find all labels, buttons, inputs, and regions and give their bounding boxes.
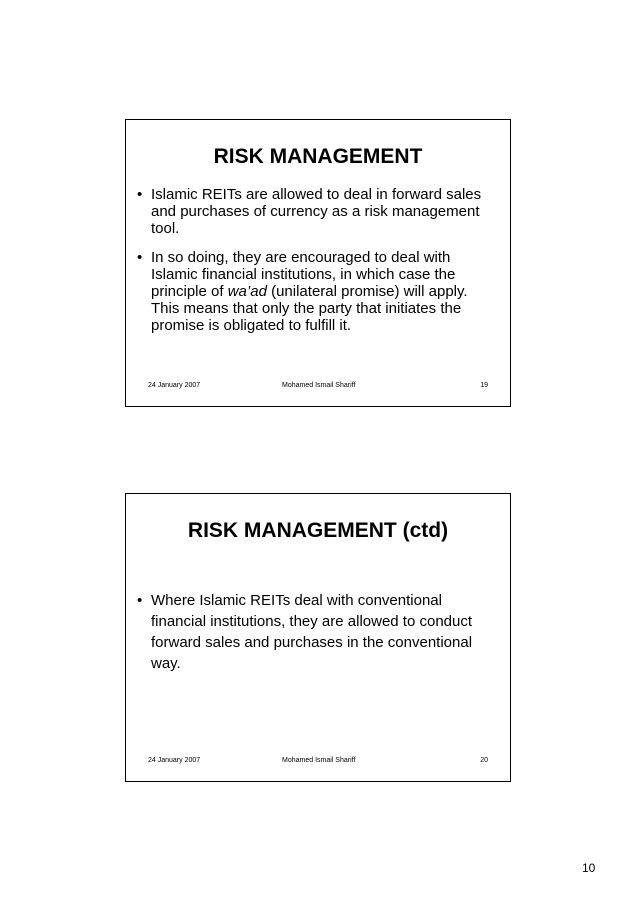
bullet-text-part: (unilateral promise) will apply. This means that only the party that initiates the promise is obligated to fulfill it.: [151, 283, 468, 334]
bullet-item: [137, 249, 494, 334]
bullet-text-part: In so doing, they are encouraged to deal with Islamic financial institutions, in which case the principle of: [151, 249, 456, 300]
footer-slide-number: 20: [480, 757, 488, 764]
bullet-text: [151, 249, 494, 334]
bullet-item: [137, 590, 494, 674]
slide-footer: [148, 381, 488, 391]
bullet-icon: •: [137, 592, 143, 609]
bullet-icon: •: [137, 249, 143, 266]
page-number: 10: [582, 861, 596, 875]
slide-19: [125, 119, 511, 407]
bullet-item: [137, 186, 494, 237]
bullet-list: [137, 590, 494, 674]
footer-author: Mohamed Ismail Shariff: [282, 382, 356, 389]
footer-date: 24 January 2007: [148, 382, 201, 389]
slide-footer: [148, 756, 488, 766]
slide-20: [125, 493, 511, 782]
slide-title: RISK MANAGEMENT (ctd): [187, 519, 449, 542]
bullet-text-italic: wa’ad: [227, 283, 267, 300]
bullet-icon: •: [137, 186, 143, 203]
bullet-text: Where Islamic REITs deal with conventional financial institutions, they are allowed to conduct forward sales and purchases in the conventional way.: [151, 592, 473, 672]
footer-slide-number: 19: [480, 382, 488, 389]
footer-date: 24 January 2007: [148, 757, 201, 764]
bullet-text: Islamic REITs are allowed to deal in forward sales and purchases of currency as a risk management tool.: [151, 186, 482, 237]
bullet-list: [137, 186, 494, 334]
footer-author: Mohamed Ismail Shariff: [282, 757, 356, 764]
slide-title: RISK MANAGEMENT: [213, 145, 423, 168]
